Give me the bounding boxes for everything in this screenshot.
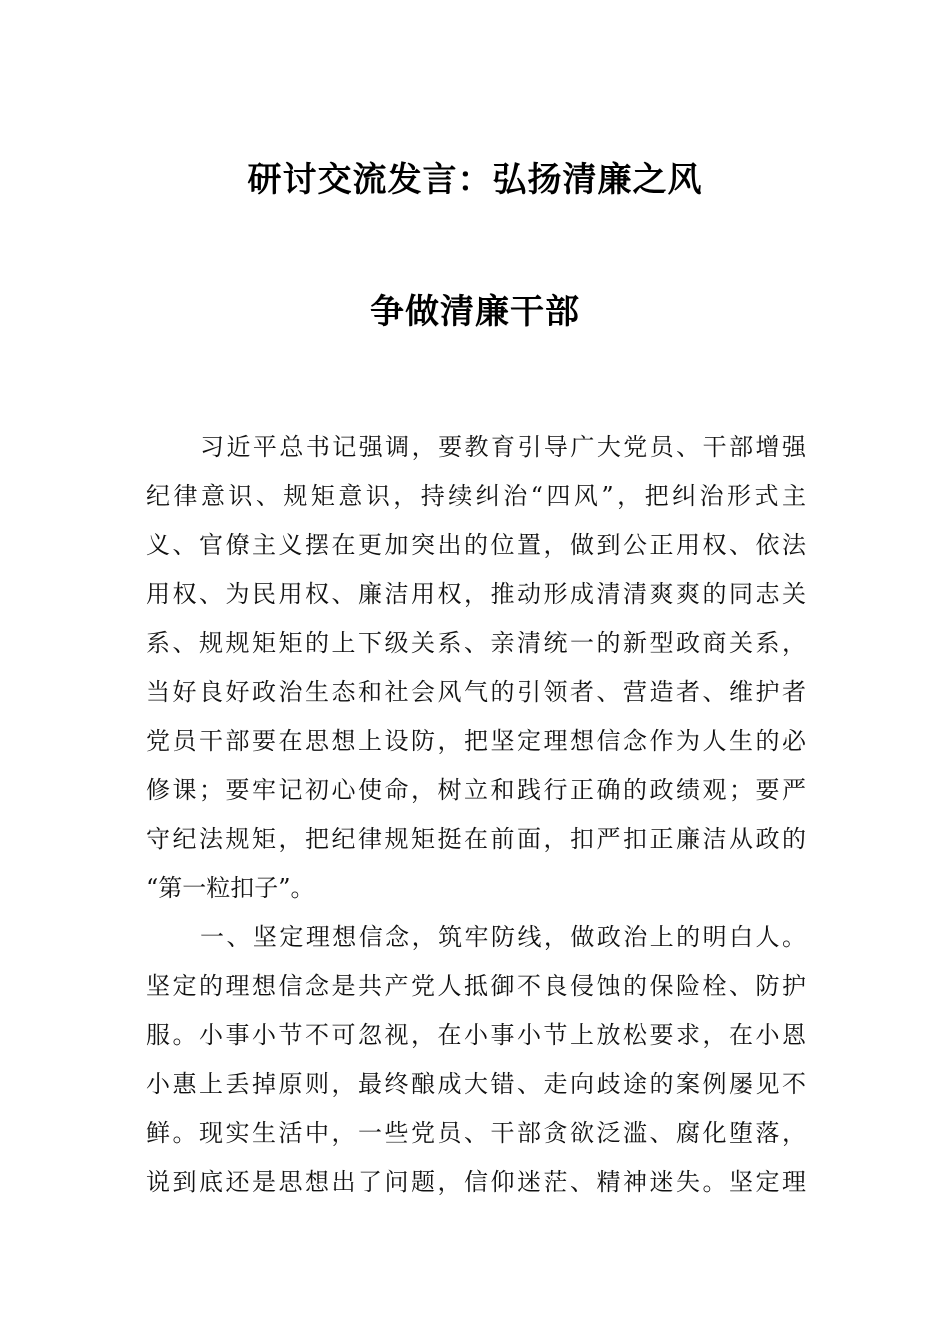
body-text-line: 党员干部要在思想上设防，把坚定理想信念作为人生的必 (146, 727, 806, 755)
body-text-line: 修课；要牢记初心使命，树立和践行正确的政绩观；要严 (146, 776, 806, 804)
body-text-line: 守纪法规矩，把纪律规矩挺在前面，扣严扣正廉洁从政的 (146, 825, 806, 853)
document-title-line-1: 研讨交流发言：弘扬清廉之风 (247, 160, 703, 200)
document-title-line-2: 争做清廉干部 (370, 292, 580, 332)
body-text-line: 说到底还是思想出了问题，信仰迷茫、精神迷失。坚定理 (146, 1168, 806, 1196)
body-text-line: 鲜。现实生活中，一些党员、干部贪欲泛滥、腐化堕落， (146, 1119, 806, 1147)
body-text-line: 一、坚定理想信念，筑牢防线，做政治上的明白人。 (200, 923, 806, 951)
body-text-line: 义、官僚主义摆在更加突出的位置，做到公正用权、依法 (146, 531, 806, 559)
body-text-line: 当好良好政治生态和社会风气的引领者、营造者、维护者 (146, 678, 806, 706)
body-text-line: 纪律意识、规矩意识，持续纠治“四风”，把纠治形式主 (146, 482, 806, 510)
document-body (146, 423, 806, 1207)
body-text-line: 服。小事小节不可忽视，在小事小节上放松要求，在小恩 (146, 1021, 806, 1049)
body-text-line: 习近平总书记强调，要教育引导广大党员、干部增强 (200, 433, 806, 461)
body-text-line: 坚定的理想信念是共产党人抵御不良侵蚀的保险栓、防护 (146, 972, 806, 1000)
body-text-line: 小惠上丢掉原则，最终酿成大错、走向歧途的案例屡见不 (146, 1070, 806, 1098)
body-text-line: 系、规规矩矩的上下级关系、亲清统一的新型政商关系， (146, 629, 806, 657)
body-text-line: 用权、为民用权、廉洁用权，推动形成清清爽爽的同志关 (146, 580, 806, 608)
body-text-line: “第一粒扣子”。 (146, 874, 315, 902)
